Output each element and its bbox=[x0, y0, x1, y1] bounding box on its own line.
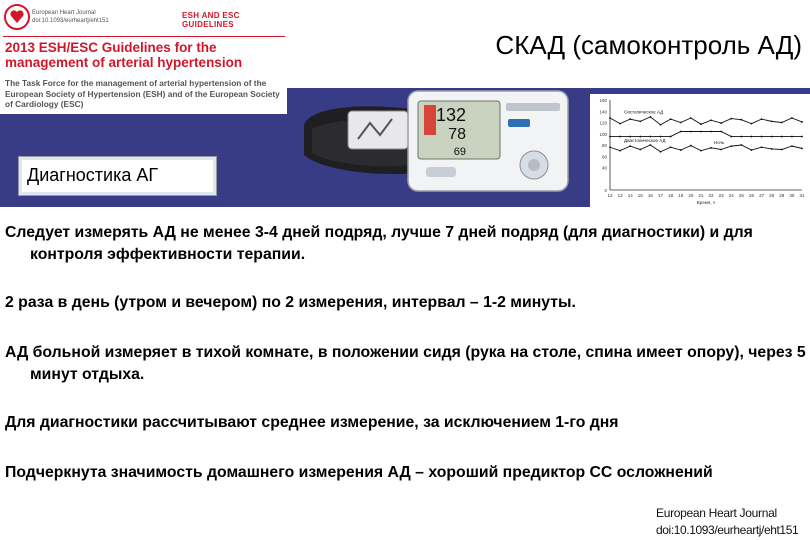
series-point bbox=[629, 145, 631, 147]
series-point bbox=[740, 144, 742, 146]
x-tick-label: 18 bbox=[668, 193, 674, 198]
series-point bbox=[720, 122, 722, 124]
series-point bbox=[801, 147, 803, 149]
series-point bbox=[761, 146, 763, 148]
guideline-cover-thumbnail bbox=[0, 0, 287, 114]
x-tick-label: 14 bbox=[627, 193, 633, 198]
series-point bbox=[771, 148, 773, 150]
series-point bbox=[720, 149, 722, 151]
series-point bbox=[801, 136, 803, 138]
series-point bbox=[740, 119, 742, 121]
series-point bbox=[720, 131, 722, 133]
series-point bbox=[680, 149, 682, 151]
x-tick-label: 17 bbox=[658, 193, 664, 198]
y-tick-label: 140 bbox=[599, 109, 607, 115]
series-point bbox=[751, 123, 753, 125]
x-tick-label: 13 bbox=[617, 193, 623, 198]
x-tick-label: 30 bbox=[789, 193, 795, 198]
paragraph-2: 2 раза в день (утром и вечером) по 2 измерения, интервал – 1-2 минуты. bbox=[5, 294, 576, 311]
series-point bbox=[740, 136, 742, 138]
series-point bbox=[690, 117, 692, 119]
series-point bbox=[801, 121, 803, 123]
series-point bbox=[781, 122, 783, 124]
series-point bbox=[690, 145, 692, 147]
diagnosis-label: Диагностика АГ bbox=[27, 165, 159, 185]
guideline-subtitle: The Task Force for the management of arterial hypertension of the European Society of Hypertension (ESH) and of the European Society of Cardiology (ESC) bbox=[5, 78, 280, 109]
heart-logo-icon bbox=[3, 3, 31, 33]
x-tick-label: 22 bbox=[708, 193, 714, 198]
x-tick-label: 26 bbox=[748, 193, 754, 198]
x-tick-label: 27 bbox=[759, 193, 765, 198]
series-point bbox=[650, 144, 652, 146]
series-point bbox=[791, 136, 793, 138]
series-line bbox=[610, 145, 802, 152]
x-tick-label: 24 bbox=[728, 193, 734, 198]
x-tick-label: 29 bbox=[779, 193, 785, 198]
series-point bbox=[639, 149, 641, 151]
series-point bbox=[619, 150, 621, 152]
series-label: Ночь bbox=[714, 139, 725, 145]
x-tick-label: 19 bbox=[678, 193, 684, 198]
series-point bbox=[660, 124, 662, 126]
x-axis-label: Время, ч bbox=[696, 200, 716, 205]
series-point bbox=[710, 131, 712, 133]
y-tick-label: 160 bbox=[599, 98, 607, 103]
series-point bbox=[761, 136, 763, 138]
series-point bbox=[639, 136, 641, 138]
footer-doi: doi:10.1093/eurheartj/eht151 bbox=[656, 523, 799, 537]
series-point bbox=[660, 136, 662, 138]
title-area bbox=[287, 0, 810, 88]
series-point bbox=[619, 123, 621, 125]
paragraph-3: АД больной измеряет в тихой комнате, в положении сидя (рука на столе, спина имеет опору), через 5 минут отдыха. bbox=[5, 344, 806, 383]
blood-pressure-monitor-image bbox=[300, 85, 588, 195]
series-point bbox=[670, 146, 672, 148]
series-point bbox=[730, 118, 732, 120]
series-point bbox=[771, 120, 773, 122]
series-point bbox=[730, 136, 732, 138]
y-tick-label: 100 bbox=[599, 131, 607, 137]
monitor-dia: 78 bbox=[448, 126, 466, 143]
x-tick-label: 15 bbox=[637, 193, 643, 198]
series-point bbox=[609, 146, 611, 148]
y-tick-label: 120 bbox=[599, 120, 607, 126]
x-tick-label: 20 bbox=[688, 193, 694, 198]
series-point bbox=[710, 147, 712, 149]
series-label: Диастолическое АД bbox=[624, 138, 666, 144]
x-tick-label: 28 bbox=[769, 193, 775, 198]
series-point bbox=[791, 117, 793, 119]
series-point bbox=[629, 136, 631, 138]
guideline-title: 2013 ESH/ESC Guidelines for the management of arterial hypertension bbox=[5, 40, 243, 70]
series-line bbox=[610, 132, 802, 137]
footer-journal: European Heart Journal bbox=[656, 506, 777, 520]
series-point bbox=[609, 117, 611, 119]
series-point bbox=[660, 151, 662, 153]
y-tick-label: 80 bbox=[601, 143, 607, 148]
series-line bbox=[610, 117, 802, 125]
series-point bbox=[781, 136, 783, 138]
series-point bbox=[680, 131, 682, 133]
card-small-ref: European Heart Journal doi:10.1093/eurheartj/eht151 bbox=[32, 10, 109, 24]
card-divider bbox=[3, 36, 285, 37]
paragraph-1: Следует измерять АД не менее 3-4 дней подряд, лучше 7 дней подряд (для диагностики) и для контроля эффективности терапии. bbox=[5, 224, 753, 263]
series-point bbox=[771, 136, 773, 138]
monitor-sys: 132 bbox=[435, 105, 466, 125]
series-point bbox=[670, 118, 672, 120]
slide-title: СКАД (самоконтроль АД) bbox=[495, 30, 802, 60]
diagnosis-box bbox=[18, 156, 217, 196]
x-tick-label: 23 bbox=[718, 193, 724, 198]
series-point bbox=[670, 136, 672, 138]
footer-reference bbox=[650, 502, 808, 539]
series-label: Систолическое АД bbox=[624, 109, 664, 115]
series-point bbox=[710, 119, 712, 121]
series-point bbox=[650, 136, 652, 138]
series-point bbox=[781, 149, 783, 151]
series-point bbox=[639, 120, 641, 122]
series-point bbox=[619, 136, 621, 138]
y-tick-label: 40 bbox=[601, 165, 607, 171]
series-point bbox=[791, 145, 793, 147]
series-point bbox=[629, 118, 631, 120]
x-tick-label: 25 bbox=[738, 193, 744, 198]
card-kicker: ESH AND ESC GUIDELINES bbox=[182, 11, 240, 29]
series-point bbox=[650, 116, 652, 118]
y-tick-label: 0 bbox=[604, 188, 607, 193]
x-tick-label: 31 bbox=[799, 193, 805, 198]
x-tick-label: 12 bbox=[607, 193, 613, 198]
series-point bbox=[700, 131, 702, 133]
x-tick-label: 16 bbox=[647, 193, 653, 198]
series-point bbox=[690, 131, 692, 133]
bp-monitoring-chart bbox=[590, 94, 810, 207]
series-point bbox=[680, 122, 682, 124]
y-tick-label: 60 bbox=[601, 154, 607, 160]
series-point bbox=[700, 123, 702, 125]
series-point bbox=[751, 149, 753, 151]
paragraph-5: Подчеркнута значимость домашнего измерения АД – хороший предиктор СС осложнений bbox=[5, 464, 713, 481]
paragraph-4: Для диагностики рассчитывают среднее измерение, за исключением 1-го дня bbox=[5, 414, 619, 431]
series-point bbox=[700, 150, 702, 152]
series-point bbox=[761, 118, 763, 120]
series-point bbox=[751, 136, 753, 138]
x-tick-label: 21 bbox=[698, 193, 704, 198]
monitor-pulse: 69 bbox=[453, 146, 466, 158]
series-point bbox=[609, 136, 611, 138]
series-point bbox=[730, 145, 732, 147]
